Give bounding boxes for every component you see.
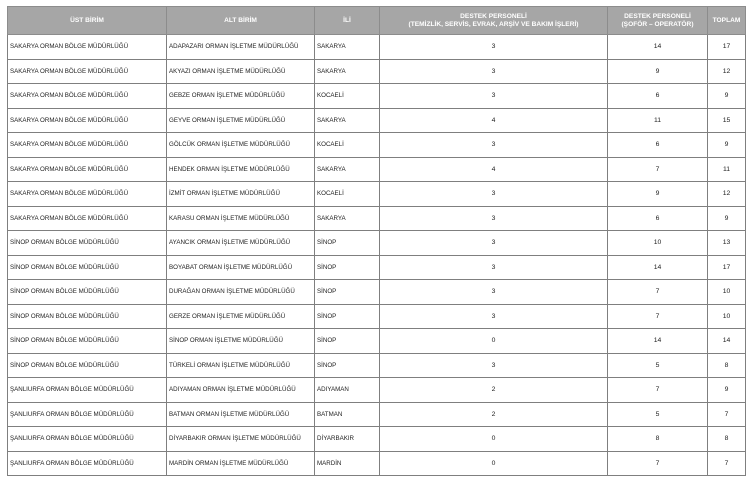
cell-destek-temizlik: 4 bbox=[380, 108, 608, 133]
cell-toplam: 17 bbox=[708, 35, 746, 60]
cell-alt-birim: BOYABAT ORMAN İŞLETME MÜDÜRLÜĞÜ bbox=[167, 255, 315, 280]
header-destek-sofor-line1: DESTEK PERSONELİ bbox=[624, 12, 691, 20]
cell-toplam: 14 bbox=[708, 329, 746, 354]
cell-alt-birim: MARDİN ORMAN İŞLETME MÜDÜRLÜĞÜ bbox=[167, 451, 315, 476]
table-row bbox=[8, 231, 746, 256]
cell-ust-birim: SİNOP ORMAN BÖLGE MÜDÜRLÜĞÜ bbox=[8, 304, 167, 329]
table-row bbox=[8, 59, 746, 84]
cell-ust-birim: SİNOP ORMAN BÖLGE MÜDÜRLÜĞÜ bbox=[8, 353, 167, 378]
cell-toplam: 7 bbox=[708, 402, 746, 427]
cell-destek-sofor: 6 bbox=[608, 84, 708, 109]
table-wrapper bbox=[7, 6, 746, 476]
table-row bbox=[8, 378, 746, 403]
cell-destek-temizlik: 3 bbox=[380, 206, 608, 231]
table-row bbox=[8, 182, 746, 207]
cell-destek-temizlik: 3 bbox=[380, 182, 608, 207]
header-ili: İLİ bbox=[315, 7, 380, 35]
cell-alt-birim: İZMİT ORMAN İŞLETME MÜDÜRLÜĞÜ bbox=[167, 182, 315, 207]
cell-ili: SAKARYA bbox=[315, 206, 380, 231]
cell-destek-temizlik: 3 bbox=[380, 304, 608, 329]
table-header bbox=[8, 7, 746, 35]
cell-destek-temizlik: 3 bbox=[380, 133, 608, 158]
header-destek-temizlik-line1: DESTEK PERSONELİ bbox=[460, 12, 527, 20]
cell-toplam: 13 bbox=[708, 231, 746, 256]
cell-ust-birim: SAKARYA ORMAN BÖLGE MÜDÜRLÜĞÜ bbox=[8, 84, 167, 109]
cell-alt-birim: AYANCIK ORMAN İŞLETME MÜDÜRLÜĞÜ bbox=[167, 231, 315, 256]
table-row bbox=[8, 451, 746, 476]
cell-ili: SAKARYA bbox=[315, 157, 380, 182]
cell-alt-birim: GÖLCÜK ORMAN İŞLETME MÜDÜRLÜĞÜ bbox=[167, 133, 315, 158]
cell-alt-birim: GERZE ORMAN İŞLETME MÜDÜRLÜĞÜ bbox=[167, 304, 315, 329]
cell-destek-sofor: 14 bbox=[608, 35, 708, 60]
table-row bbox=[8, 35, 746, 60]
cell-ili: SİNOP bbox=[315, 255, 380, 280]
cell-destek-sofor: 9 bbox=[608, 59, 708, 84]
cell-ust-birim: SAKARYA ORMAN BÖLGE MÜDÜRLÜĞÜ bbox=[8, 206, 167, 231]
cell-ili: SİNOP bbox=[315, 304, 380, 329]
cell-alt-birim: GEBZE ORMAN İŞLETME MÜDÜRLÜĞÜ bbox=[167, 84, 315, 109]
cell-ust-birim: SİNOP ORMAN BÖLGE MÜDÜRLÜĞÜ bbox=[8, 329, 167, 354]
table-body bbox=[8, 35, 746, 476]
cell-destek-sofor: 5 bbox=[608, 402, 708, 427]
table-row bbox=[8, 329, 746, 354]
cell-destek-temizlik: 3 bbox=[380, 353, 608, 378]
cell-destek-temizlik: 3 bbox=[380, 35, 608, 60]
cell-destek-temizlik: 4 bbox=[380, 157, 608, 182]
cell-ust-birim: SAKARYA ORMAN BÖLGE MÜDÜRLÜĞÜ bbox=[8, 133, 167, 158]
cell-ili: KOCAELİ bbox=[315, 182, 380, 207]
table-row bbox=[8, 304, 746, 329]
table-row bbox=[8, 402, 746, 427]
cell-destek-temizlik: 0 bbox=[380, 427, 608, 452]
cell-alt-birim: TÜRKELİ ORMAN İŞLETME MÜDÜRLÜĞÜ bbox=[167, 353, 315, 378]
cell-destek-sofor: 6 bbox=[608, 133, 708, 158]
header-toplam: TOPLAM bbox=[708, 7, 746, 35]
cell-toplam: 9 bbox=[708, 133, 746, 158]
table-row bbox=[8, 280, 746, 305]
cell-ili: DİYARBAKIR bbox=[315, 427, 380, 452]
header-alt-birim: ALT BİRİM bbox=[167, 7, 315, 35]
cell-ust-birim: SİNOP ORMAN BÖLGE MÜDÜRLÜĞÜ bbox=[8, 280, 167, 305]
cell-destek-sofor: 7 bbox=[608, 378, 708, 403]
cell-toplam: 17 bbox=[708, 255, 746, 280]
cell-destek-sofor: 9 bbox=[608, 182, 708, 207]
cell-destek-sofor: 11 bbox=[608, 108, 708, 133]
header-destek-sofor bbox=[608, 7, 708, 35]
cell-destek-temizlik: 3 bbox=[380, 59, 608, 84]
cell-alt-birim: SİNOP ORMAN İŞLETME MÜDÜRLÜĞÜ bbox=[167, 329, 315, 354]
table-row bbox=[8, 353, 746, 378]
header-row bbox=[8, 7, 746, 35]
cell-destek-temizlik: 2 bbox=[380, 402, 608, 427]
table-row bbox=[8, 255, 746, 280]
cell-destek-sofor: 7 bbox=[608, 157, 708, 182]
cell-ili: SAKARYA bbox=[315, 108, 380, 133]
cell-destek-temizlik: 2 bbox=[380, 378, 608, 403]
cell-toplam: 7 bbox=[708, 451, 746, 476]
cell-alt-birim: ADIYAMAN ORMAN İŞLETME MÜDÜRLÜĞÜ bbox=[167, 378, 315, 403]
cell-toplam: 8 bbox=[708, 427, 746, 452]
cell-alt-birim: AKYAZI ORMAN İŞLETME MÜDÜRLÜĞÜ bbox=[167, 59, 315, 84]
header-ust-birim: ÜST BİRİM bbox=[8, 7, 167, 35]
cell-toplam: 9 bbox=[708, 378, 746, 403]
cell-ili: SİNOP bbox=[315, 329, 380, 354]
cell-ust-birim: ŞANLIURFA ORMAN BÖLGE MÜDÜRLÜĞÜ bbox=[8, 402, 167, 427]
table-row bbox=[8, 133, 746, 158]
table-row bbox=[8, 157, 746, 182]
cell-alt-birim: BATMAN ORMAN İŞLETME MÜDÜRLÜĞÜ bbox=[167, 402, 315, 427]
cell-destek-temizlik: 3 bbox=[380, 84, 608, 109]
cell-toplam: 9 bbox=[708, 206, 746, 231]
cell-destek-sofor: 8 bbox=[608, 427, 708, 452]
cell-alt-birim: GEYVE ORMAN İŞLETME MÜDÜRLÜĞÜ bbox=[167, 108, 315, 133]
cell-destek-temizlik: 3 bbox=[380, 255, 608, 280]
header-destek-sofor-line2: (ŞOFÖR – OPERATÖR) bbox=[621, 20, 694, 28]
cell-ili: SİNOP bbox=[315, 280, 380, 305]
cell-destek-sofor: 7 bbox=[608, 280, 708, 305]
cell-alt-birim: HENDEK ORMAN İŞLETME MÜDÜRLÜĞÜ bbox=[167, 157, 315, 182]
cell-ust-birim: ŞANLIURFA ORMAN BÖLGE MÜDÜRLÜĞÜ bbox=[8, 378, 167, 403]
cell-ili: SİNOP bbox=[315, 231, 380, 256]
cell-ili: SAKARYA bbox=[315, 35, 380, 60]
cell-ust-birim: SAKARYA ORMAN BÖLGE MÜDÜRLÜĞÜ bbox=[8, 35, 167, 60]
cell-ili: KOCAELİ bbox=[315, 133, 380, 158]
cell-ili: KOCAELİ bbox=[315, 84, 380, 109]
cell-ust-birim: SİNOP ORMAN BÖLGE MÜDÜRLÜĞÜ bbox=[8, 255, 167, 280]
cell-toplam: 10 bbox=[708, 304, 746, 329]
cell-destek-sofor: 7 bbox=[608, 304, 708, 329]
cell-toplam: 11 bbox=[708, 157, 746, 182]
cell-ust-birim: SAKARYA ORMAN BÖLGE MÜDÜRLÜĞÜ bbox=[8, 157, 167, 182]
header-destek-temizlik-line2: (TEMİZLİK, SERVİS, EVRAK, ARŞİV VE BAKIM İŞLERİ) bbox=[408, 20, 579, 28]
cell-ust-birim: SAKARYA ORMAN BÖLGE MÜDÜRLÜĞÜ bbox=[8, 182, 167, 207]
cell-ust-birim: SİNOP ORMAN BÖLGE MÜDÜRLÜĞÜ bbox=[8, 231, 167, 256]
table-row bbox=[8, 84, 746, 109]
cell-ust-birim: SAKARYA ORMAN BÖLGE MÜDÜRLÜĞÜ bbox=[8, 108, 167, 133]
cell-alt-birim: KARASU ORMAN İŞLETME MÜDÜRLÜĞÜ bbox=[167, 206, 315, 231]
cell-destek-temizlik: 0 bbox=[380, 451, 608, 476]
cell-destek-temizlik: 3 bbox=[380, 280, 608, 305]
cell-ili: SAKARYA bbox=[315, 59, 380, 84]
cell-toplam: 10 bbox=[708, 280, 746, 305]
cell-destek-sofor: 10 bbox=[608, 231, 708, 256]
cell-toplam: 8 bbox=[708, 353, 746, 378]
cell-destek-sofor: 14 bbox=[608, 329, 708, 354]
cell-alt-birim: ADAPAZARI ORMAN İŞLETME MÜDÜRLÜĞÜ bbox=[167, 35, 315, 60]
header-destek-temizlik bbox=[380, 7, 608, 35]
personnel-table bbox=[7, 6, 746, 476]
cell-ili: MARDİN bbox=[315, 451, 380, 476]
table-row bbox=[8, 108, 746, 133]
cell-toplam: 9 bbox=[708, 84, 746, 109]
cell-toplam: 15 bbox=[708, 108, 746, 133]
cell-alt-birim: DURAĞAN ORMAN İŞLETME MÜDÜRLÜĞÜ bbox=[167, 280, 315, 305]
cell-destek-temizlik: 3 bbox=[380, 231, 608, 256]
cell-ust-birim: SAKARYA ORMAN BÖLGE MÜDÜRLÜĞÜ bbox=[8, 59, 167, 84]
cell-ili: SİNOP bbox=[315, 353, 380, 378]
cell-toplam: 12 bbox=[708, 182, 746, 207]
table-row bbox=[8, 206, 746, 231]
cell-destek-sofor: 14 bbox=[608, 255, 708, 280]
cell-ust-birim: ŞANLIURFA ORMAN BÖLGE MÜDÜRLÜĞÜ bbox=[8, 427, 167, 452]
cell-destek-sofor: 5 bbox=[608, 353, 708, 378]
cell-destek-sofor: 7 bbox=[608, 451, 708, 476]
cell-ili: BATMAN bbox=[315, 402, 380, 427]
cell-ust-birim: ŞANLIURFA ORMAN BÖLGE MÜDÜRLÜĞÜ bbox=[8, 451, 167, 476]
cell-ili: ADIYAMAN bbox=[315, 378, 380, 403]
cell-toplam: 12 bbox=[708, 59, 746, 84]
cell-destek-sofor: 6 bbox=[608, 206, 708, 231]
cell-destek-temizlik: 0 bbox=[380, 329, 608, 354]
table-row bbox=[8, 427, 746, 452]
cell-alt-birim: DİYARBAKIR ORMAN İŞLETME MÜDÜRLÜĞÜ bbox=[167, 427, 315, 452]
